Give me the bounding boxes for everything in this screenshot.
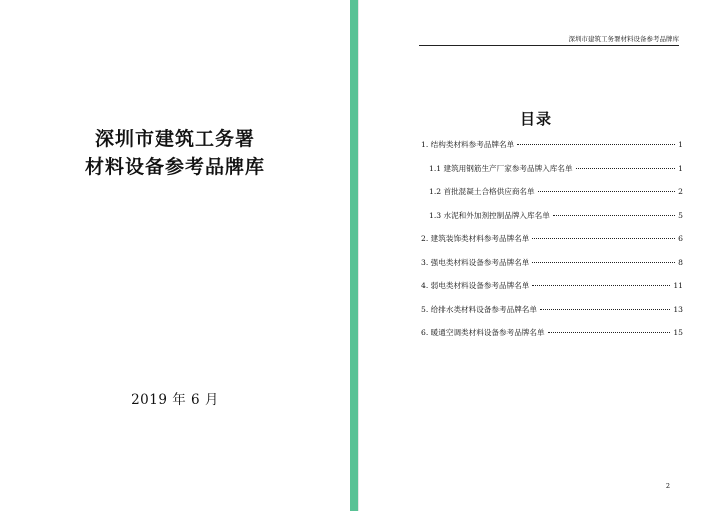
page-number: 2 xyxy=(665,482,670,490)
toc-page xyxy=(358,0,712,511)
toc-entry[interactable] xyxy=(421,281,683,291)
toc-leader-dots xyxy=(538,191,676,192)
toc-entry[interactable] xyxy=(421,305,683,315)
toc-entry[interactable] xyxy=(421,187,683,197)
toc-entry-text: 6. 暖通空调类材料设备参考品牌名单 xyxy=(421,328,545,337)
toc-entry[interactable] xyxy=(421,258,683,268)
running-header: 深圳市建筑工务署材料设备参考品牌库 xyxy=(419,34,679,46)
toc-entry-page: 1 xyxy=(678,140,683,149)
toc-entry[interactable] xyxy=(421,328,683,338)
toc-leader-dots xyxy=(548,332,671,333)
toc-leader-dots xyxy=(553,215,675,216)
toc-entry-page: 2 xyxy=(678,187,683,196)
toc-title: 目录 xyxy=(519,110,552,128)
toc-entry[interactable] xyxy=(421,211,683,221)
cover-page xyxy=(0,0,350,511)
cover-date: 2019 年 6 月 xyxy=(131,392,219,408)
toc-leader-dots xyxy=(576,168,676,169)
toc-entry-page: 1 xyxy=(678,163,683,173)
toc-entry[interactable] xyxy=(421,234,683,244)
toc-entry-page: 8 xyxy=(678,257,683,267)
toc-entry-page: 5 xyxy=(678,210,683,220)
cover-title-line-2: 材料设备参考品牌库 xyxy=(84,156,265,178)
toc-list xyxy=(421,140,683,352)
page-gutter xyxy=(350,0,358,511)
toc-entry[interactable] xyxy=(421,140,683,150)
toc-entry-text: 1.1 建筑用钢筋生产厂家参考品牌入库名单 xyxy=(429,163,573,173)
toc-entry-text: 1.2 首批混凝土合格供应商名单 xyxy=(429,187,535,196)
toc-entry-page: 6 xyxy=(678,234,683,243)
toc-entry-text: 1. 结构类材料参考品牌名单 xyxy=(421,140,515,149)
toc-entry-page: 15 xyxy=(673,328,683,337)
toc-entry-page: 13 xyxy=(673,304,683,314)
toc-entry-page: 11 xyxy=(673,281,683,290)
toc-entry-text: 2. 建筑装饰类材料参考品牌名单 xyxy=(421,234,530,243)
toc-leader-dots xyxy=(532,238,675,239)
toc-entry-text: 4. 弱电类材料设备参考品牌名单 xyxy=(421,281,530,290)
toc-entry-text: 1.3 水泥和外加剂控制品牌入库名单 xyxy=(429,210,550,220)
toc-leader-dots xyxy=(532,285,670,286)
toc-entry-text: 3. 强电类材料设备参考品牌名单 xyxy=(421,257,530,267)
toc-leader-dots xyxy=(540,309,670,310)
toc-leader-dots xyxy=(517,144,675,145)
cover-title-line-1: 深圳市建筑工务署 xyxy=(94,128,255,150)
toc-entry-text: 5. 给排水类材料设备参考品牌名单 xyxy=(421,304,537,314)
toc-entry[interactable] xyxy=(421,164,683,174)
toc-leader-dots xyxy=(532,262,675,263)
